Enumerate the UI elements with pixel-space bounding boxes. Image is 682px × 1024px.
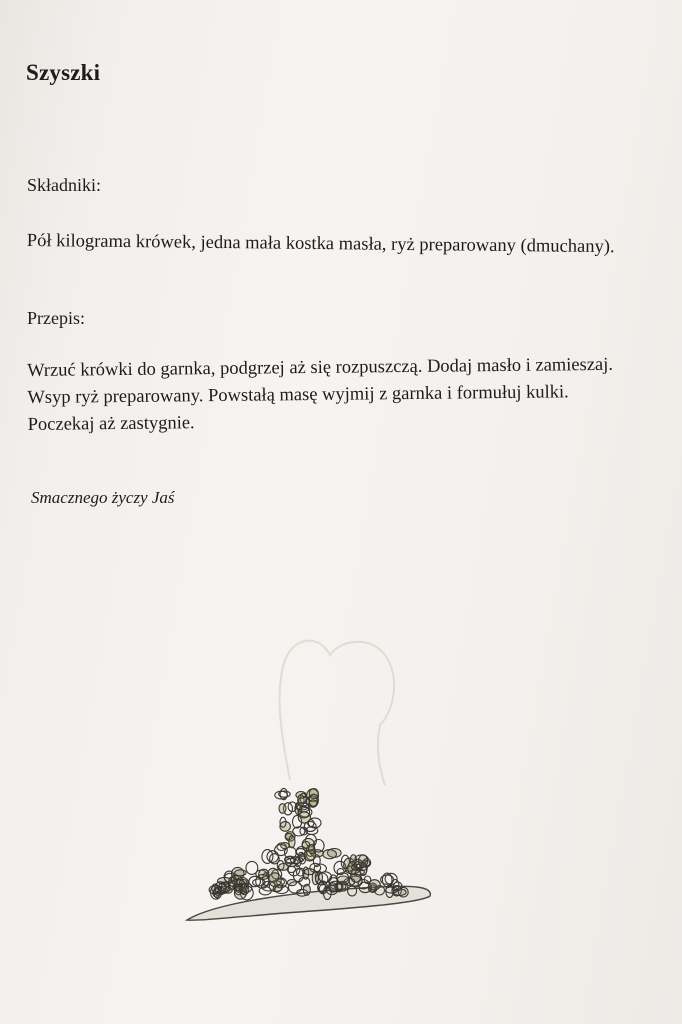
recipe-title: Szyszki: [26, 60, 101, 85]
ingredients-text: Pół kilograma krówek, jedna mała kostka masła, ryż preparowany (dmuchany).: [26, 230, 615, 258]
bleed-through-sketch-icon: [260, 630, 430, 790]
pinecone-treats-drawing-icon: [175, 775, 440, 930]
method-heading: Przepis:: [27, 308, 85, 328]
ingredients-heading: Składniki:: [27, 175, 102, 195]
method-text: Wrzuć krówki do garnka, podgrzej aż się rozpuszczą. Dodaj masło i zamieszaj. Wsyp ryż preparowany. Powstałą masę wyjmij z garnka i formułuj kulki. Poczekaj aż zastygnie.: [27, 354, 614, 435]
signature: Smacznego życzy Jaś: [31, 488, 175, 507]
